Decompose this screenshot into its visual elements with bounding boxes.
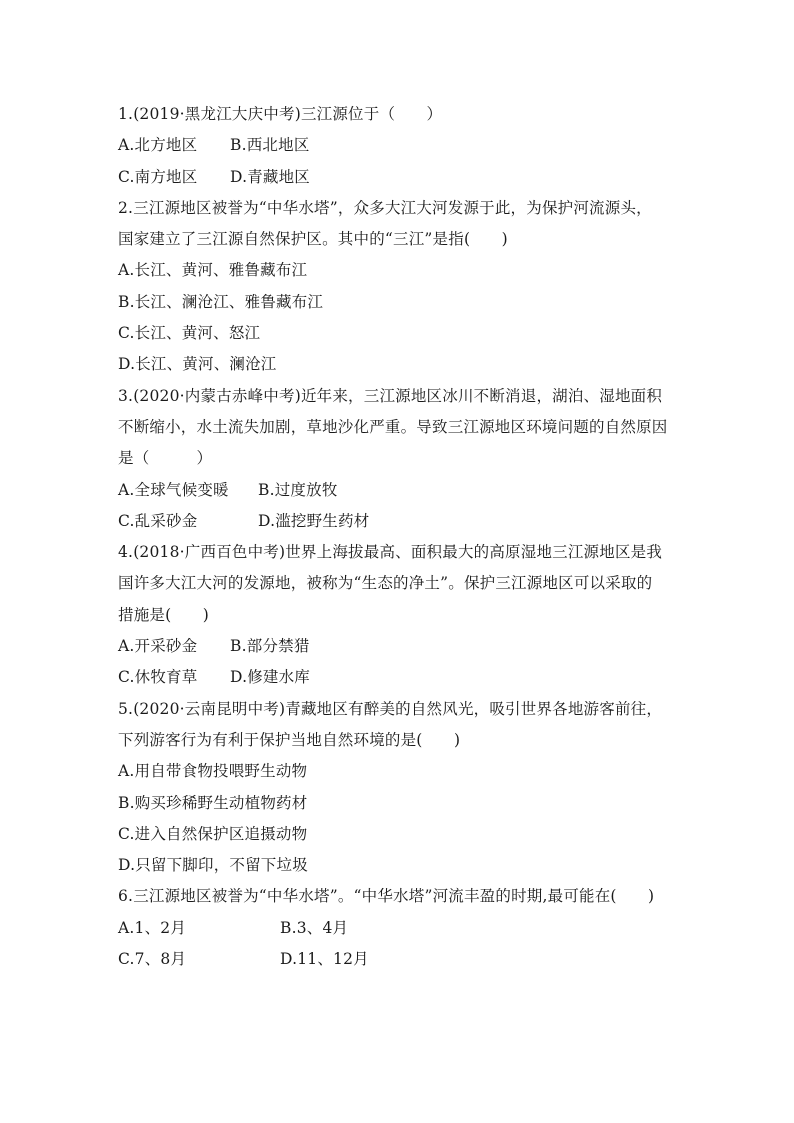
option-c: C.乱采砂金 <box>118 511 198 530</box>
question-3-stem-line-3: 是（ ） <box>118 449 213 468</box>
question-6-stem: 6.三江源地区被誉为“中华水塔”。“中华水塔”河流丰盈的时期,最可能在( ) <box>118 887 655 906</box>
option-b: B.购买珍稀野生动植物药材 <box>118 793 308 812</box>
question-6-options-row-2 <box>118 944 688 975</box>
question-2-stem-line-1: 2.三江源地区被誉为“中华水塔”，众多大江大河发源于此，为保护河流源头， <box>118 198 652 217</box>
question-3-stem-line-1: 3.(2020·内蒙古赤峰中考)近年来，三江源地区冰川不断消退，湖泊、湿地面积 <box>118 386 663 405</box>
question-4 <box>118 537 688 693</box>
question-5-stem-line-2: 下列游客行为有利于保护当地自然环境的是( ) <box>118 730 461 749</box>
option-d: D.11、12月 <box>280 950 369 969</box>
option-d: D.长江、黄河、澜沧江 <box>118 355 277 374</box>
question-3 <box>118 381 688 537</box>
option-c: C.长江、黄河、怒江 <box>118 324 261 343</box>
option-d: D.只留下脚印，不留下垃圾 <box>118 856 308 875</box>
question-6-options-row-1 <box>118 913 688 944</box>
option-a: A.长江、黄河、雅鲁藏布江 <box>118 261 308 280</box>
option-a: A.北方地区 <box>118 136 198 155</box>
question-1-options-row-2 <box>118 162 688 193</box>
option-c: C.休牧育草 <box>118 668 198 687</box>
option-c: C.南方地区 <box>118 167 198 186</box>
option-a: A.全球气候变暖 <box>118 480 229 499</box>
question-5-stem-line-1: 5.(2020·云南昆明中考)青藏地区有醉美的自然风光，吸引世界各地游客前往， <box>118 699 663 718</box>
question-4-options-row-2 <box>118 662 688 693</box>
option-b: B.长江、澜沧江、雅鲁藏布江 <box>118 292 324 311</box>
question-1-stem: 1.(2019·黑龙江大庆中考)三江源位于（ ） <box>118 105 443 123</box>
option-c: C.7、8月 <box>118 950 187 969</box>
option-b: B.部分禁猎 <box>230 637 310 656</box>
option-d: D.青藏地区 <box>230 167 311 186</box>
question-1-options-row-1 <box>118 130 688 161</box>
question-5 <box>118 694 688 882</box>
question-3-options-row-1 <box>118 475 688 506</box>
question-4-stem-line-1: 4.(2018·广西百色中考)世界上海拔最高、面积最大的高原湿地三江源地区是我 <box>118 543 663 562</box>
option-b: B.西北地区 <box>230 136 310 155</box>
question-2-stem-line-2: 国家建立了三江源自然保护区。其中的“三江”是指( ) <box>118 230 508 249</box>
question-6 <box>118 881 688 975</box>
question-1 <box>118 99 688 193</box>
option-a: A.开采砂金 <box>118 637 198 656</box>
question-3-options-row-2 <box>118 506 688 537</box>
option-c: C.进入自然保护区追摄动物 <box>118 824 308 843</box>
option-b: B.3、4月 <box>280 918 349 937</box>
option-d: D.修建水库 <box>230 668 311 687</box>
question-list <box>118 99 688 975</box>
question-4-stem-line-2: 国许多大江大河的发源地，被称为“生态的净土”。保护三江源地区可以采取的 <box>118 574 653 593</box>
option-b: B.过度放牧 <box>258 480 338 499</box>
option-d: D.滥挖野生药材 <box>258 511 370 530</box>
option-a: A.1、2月 <box>118 918 187 937</box>
option-a: A.用自带食物投喂野生动物 <box>118 762 308 781</box>
question-4-stem-line-3: 措施是( ) <box>118 605 209 624</box>
question-3-stem-line-2: 不断缩小，水土流失加剧，草地沙化严重。导致三江源地区环境问题的自然原因 <box>118 417 668 436</box>
question-2 <box>118 193 688 381</box>
question-4-options-row-1 <box>118 631 688 662</box>
